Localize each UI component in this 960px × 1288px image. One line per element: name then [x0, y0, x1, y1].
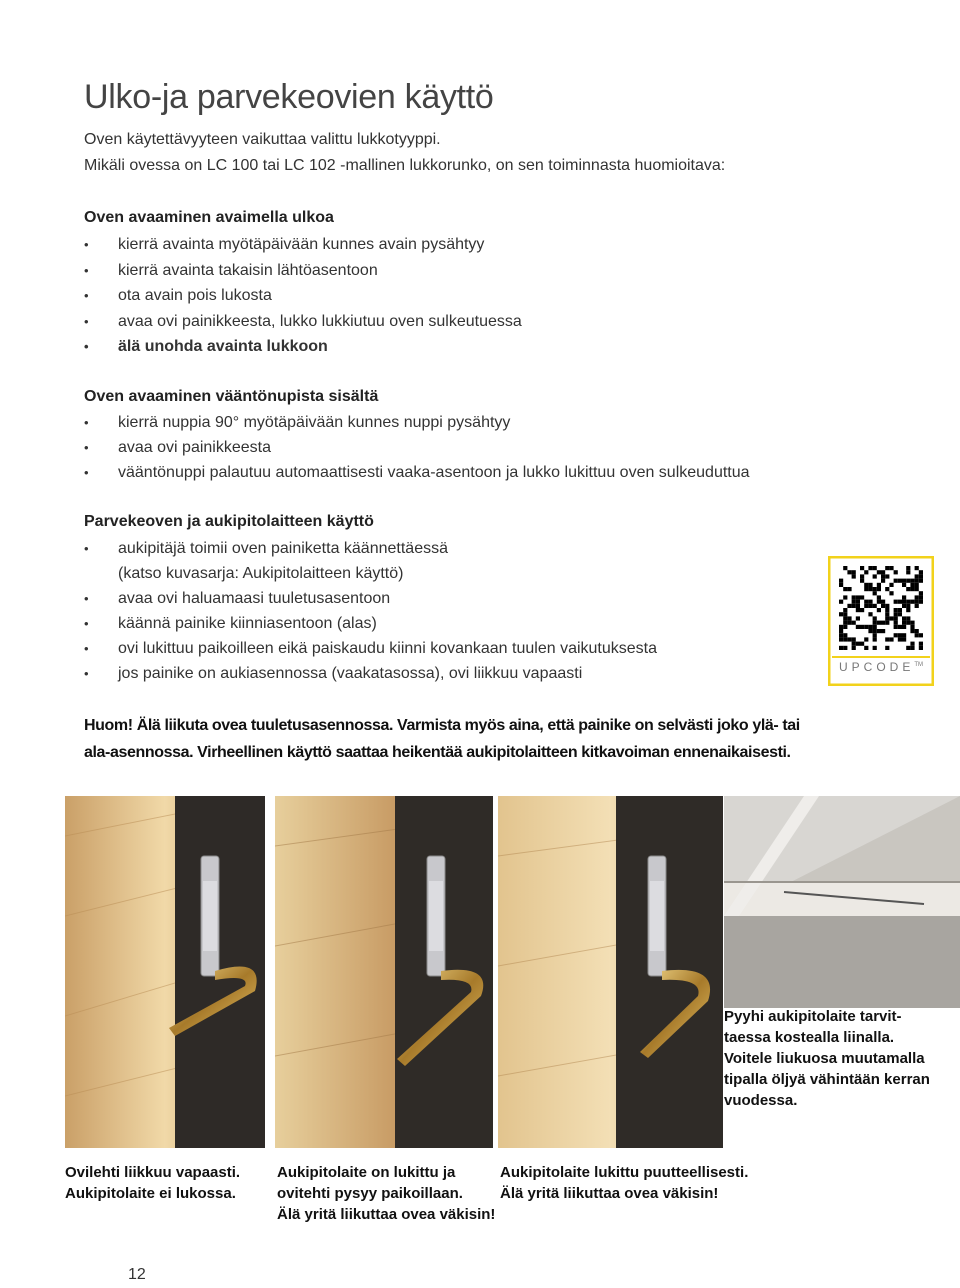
- caption-maintenance: Pyyhi aukipitolaite tarvit- taessa kostealla liinalla. Voitele liukuosa muutamalla tipalla öljyä vähintään kerran vuodessa.: [724, 1008, 930, 1109]
- bullet-icon: •: [84, 263, 89, 278]
- bullet-icon: •: [84, 288, 89, 303]
- section-heading-knob-open: Oven avaaminen vääntönupista sisältä: [84, 388, 379, 405]
- page-title: Ulko-ja parvekeovien käyttö: [84, 78, 494, 116]
- caption-photo-1: Ovilehti liikkuu vapaasti. Aukipitolaite ei lukossa.: [65, 1164, 241, 1202]
- bullet-icon: •: [84, 541, 89, 556]
- photo-holder-closeup: [724, 796, 960, 1008]
- bullet-icon: •: [84, 415, 89, 430]
- section-heading-key-open: Oven avaaminen avaimella ulkoa: [84, 209, 334, 226]
- photo-door-open: [65, 796, 265, 1148]
- bullet-icon: •: [84, 339, 89, 354]
- intro-line-2: Mikäli ovessa on LC 100 tai LC 102 -mallinen lukkorunko, on sen toiminnasta huomioitava:: [84, 157, 726, 174]
- bullet-icon: •: [84, 591, 89, 606]
- photo-door-locked: [275, 796, 493, 1148]
- bullet-icon: •: [84, 314, 89, 329]
- bullet-icon: •: [84, 440, 89, 455]
- upcode-qr[interactable]: [828, 556, 934, 686]
- section-heading-balcony-door: Parvekeoven ja aukipitolaitteen käyttö: [84, 513, 374, 530]
- caption-photo-3: Aukipitolaite lukittu puutteellisesti. Älä yritä liikuttaa ovea väkisin!: [500, 1164, 749, 1202]
- bullet-icon: •: [84, 616, 89, 631]
- upcode-logo: UPCODE™: [838, 660, 923, 674]
- warning-note: Huom! Älä liikuta ovea tuuletusasennossa. Varmista myös aina, että painike on selvästi joko ylä- tai ala-asennossa. Virheellinen käyttö saattaa heikentää aukipitolaitteen kitkavoiman ennenaikaisesti.: [84, 717, 800, 761]
- bullet-icon: •: [84, 641, 89, 656]
- intro-line-1: Oven käytettävyyteen vaikuttaa valittu lukkotyyppi.: [84, 131, 441, 148]
- photo-door-partially-locked: [498, 796, 723, 1148]
- page-number: 12: [128, 1266, 146, 1283]
- bullet-icon: •: [84, 666, 89, 681]
- bullet-icon: •: [84, 237, 89, 252]
- caption-photo-2: Aukipitolaite on lukittu ja ovitehti pysyy paikoillaan. Älä yritä liikuttaa ovea väkisin!: [277, 1164, 496, 1223]
- bullet-icon: •: [84, 465, 89, 480]
